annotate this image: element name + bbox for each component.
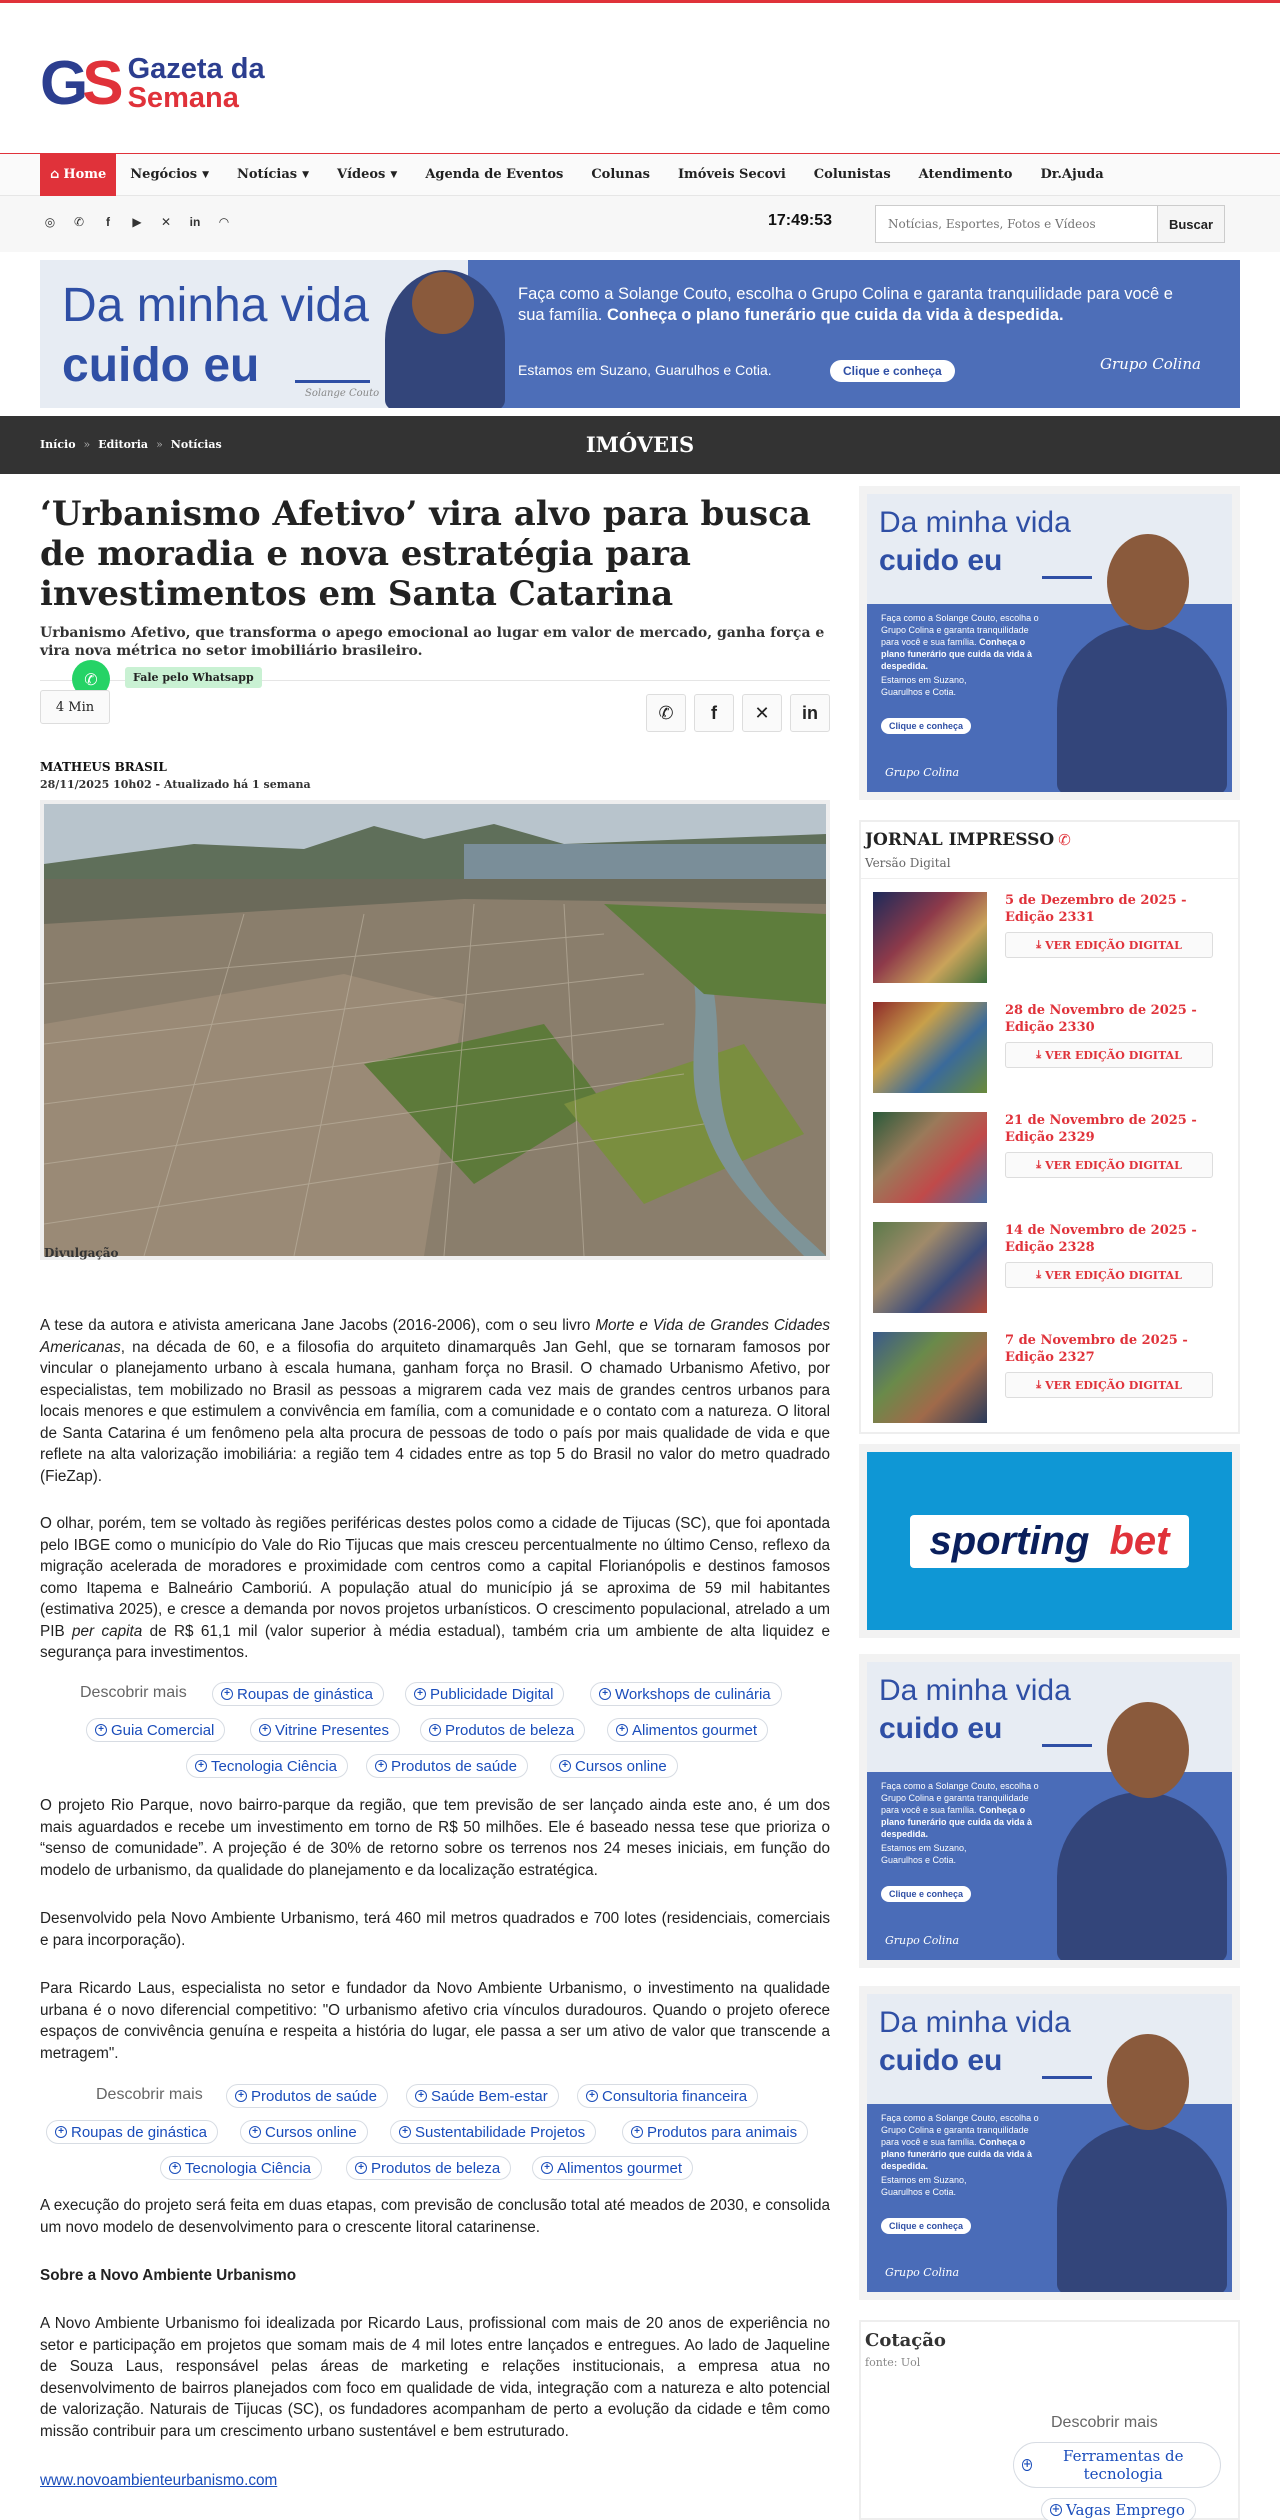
chip[interactable]: + Cursos online — [550, 1754, 678, 1778]
chip[interactable]: + Produtos de saúde — [226, 2084, 388, 2108]
whatsapp-label[interactable]: Fale pelo Whatsapp — [125, 667, 262, 688]
youtube-icon[interactable]: ▶ — [132, 215, 142, 229]
ad-headline1: Da minha vida — [879, 2006, 1071, 2039]
plus-circle-icon: + — [235, 2090, 247, 2102]
nav-drajuda[interactable]: Dr.Ajuda — [1040, 167, 1104, 182]
edition-title[interactable]: 14 de Novembro de 2025 - Edição 2328 — [1005, 1223, 1197, 1255]
main-nav — [0, 153, 1280, 196]
ad-headline1: Da minha vida — [62, 279, 369, 332]
x-icon[interactable]: ✕ — [160, 215, 172, 229]
sportingbet-logo: sporting bet — [910, 1515, 1190, 1568]
plus-circle-icon: + — [195, 1760, 207, 1772]
plus-circle-icon: + — [414, 1688, 426, 1700]
edition-title[interactable]: 7 de Novembro de 2025 - Edição 2327 — [1005, 1333, 1188, 1365]
plus-circle-icon: + — [631, 2126, 643, 2138]
chip[interactable]: + Workshops de culinária — [590, 1682, 782, 1706]
ad-cta-button[interactable]: Clique e conheça — [830, 360, 955, 382]
cotacao-source: fonte: Uol — [865, 2356, 921, 2369]
search-input[interactable] — [875, 205, 1158, 243]
ad-text: Faça como a Solange Couto, escolha o Grupo Colina e garanta tranquilidade para você e sua família. Conheça o plano funerário que cuida da vida à despedida. — [881, 1781, 1039, 1839]
chevron-right-icon: » — [83, 438, 91, 451]
publish-date: 28/11/2025 10h02 - Atualizado há 1 semana — [40, 778, 311, 791]
ad-brand: Grupo Colina — [885, 1934, 960, 1947]
chip[interactable]: + Sustentabilidade Projetos — [390, 2120, 596, 2144]
edition-item — [873, 1002, 1233, 1102]
edition-item — [873, 1222, 1233, 1322]
plus-circle-icon: + — [599, 1688, 611, 1700]
discover-more-2 — [40, 2082, 830, 2182]
chip[interactable]: + Guia Comercial — [86, 1718, 225, 1742]
ad-cta-button[interactable]: Clique e conheça — [881, 1886, 971, 1902]
plus-circle-icon: + — [95, 1724, 107, 1736]
download-icon: ⤓ — [1036, 1048, 1042, 1061]
about-heading: Sobre a Novo Ambiente Urbanismo — [40, 2267, 297, 2284]
ad-signature: Solange Couto — [305, 388, 380, 399]
jornal-title: JORNAL IMPRESSO ✆ — [865, 830, 1071, 850]
share-x-icon[interactable]: ✕ — [742, 694, 782, 732]
share-buttons — [646, 694, 830, 732]
edition-item — [873, 1332, 1233, 1432]
plus-circle-icon: + — [399, 2126, 411, 2138]
section-title: IMÓVEIS — [585, 432, 695, 457]
ad-brand: Grupo Colina — [1100, 355, 1201, 373]
plus-circle-icon: + — [616, 1724, 628, 1736]
paragraph-7: A Novo Ambiente Urbanismo foi idealizada por Ricardo Laus, profissional com mais de 20 anos de experiência no setor e participação em projetos que somam mais de 4 mil lotes entre lançados e entregues. Ao lado de Jaqueline de Souza Laus, responsável pelas áreas de marketing e relações institucionais, a empresa atua no desenvolvimento de bairros planejados com foco em qualidade de vida, integração com a natureza e alto potencial de valorização. Naturais de Tijucas (SC), os fundadores acompanham de perto a evolução da cidade e têm como missão contribuir para um crescimento urbano sustentável e bem estruturado. — [40, 2315, 830, 2440]
divider — [861, 878, 1238, 879]
plus-circle-icon: + — [55, 2126, 67, 2138]
view-edition-button[interactable]: ⤓ VER EDIÇÃO DIGITAL — [1005, 1042, 1213, 1068]
download-icon: ⤓ — [1036, 938, 1042, 951]
cotacao-widget — [859, 2320, 1240, 2520]
chevron-right-icon: » — [156, 438, 163, 451]
rss-icon[interactable]: ◠ — [218, 215, 230, 229]
nav-imoveis-secovi[interactable]: Imóveis Secovi — [677, 167, 786, 182]
chip[interactable]: + Ferramentas de tecnologia — [1013, 2442, 1221, 2488]
ad-headline2: cuido eu — [62, 339, 260, 392]
breadcrumb — [40, 438, 222, 451]
plus-circle-icon: + — [169, 2162, 181, 2174]
jornal-impresso — [859, 820, 1240, 1434]
chip[interactable]: + Tecnologia Ciência — [160, 2156, 322, 2180]
edition-title[interactable]: 28 de Novembro de 2025 - Edição 2330 — [1005, 1003, 1197, 1035]
plus-circle-icon: + — [375, 1760, 387, 1772]
chip[interactable]: + Produtos de beleza — [420, 1718, 585, 1742]
edition-item — [873, 1112, 1233, 1212]
download-icon: ⤓ — [1036, 1268, 1042, 1281]
facebook-icon[interactable]: f — [106, 215, 110, 229]
nav-home-label: Home — [63, 167, 107, 182]
breadcrumb-editoria[interactable]: Editoria — [98, 438, 149, 451]
nav-noticias[interactable]: Notícias ▼ — [236, 167, 309, 182]
ad-text: Faça como a Solange Couto, escolha o Grupo Colina e garanta tranquilidade para você e sua família. Conheça o plano funerário que cuida da vida à despedida. — [518, 285, 1173, 325]
chip[interactable]: + Alimentos gourmet — [607, 1718, 768, 1742]
logo-mark: GS — [40, 49, 118, 118]
ad-vertical-3[interactable] — [859, 1986, 1240, 2300]
nav-agenda[interactable]: Agenda de Eventos — [425, 167, 564, 182]
whatsapp-icon[interactable]: ✆ — [73, 215, 85, 229]
ad-text: Faça como a Solange Couto, escolha o Grupo Colina e garanta tranquilidade para você e sua família. Conheça o plano funerário que cuida da vida à despedida. — [881, 2113, 1039, 2171]
nav-videos[interactable]: Vídeos ▼ — [337, 167, 398, 182]
plus-circle-icon: + — [429, 1724, 441, 1736]
ad-brand: Grupo Colina — [885, 766, 960, 779]
edition-title[interactable]: 5 de Dezembro de 2025 - Edição 2331 — [1005, 893, 1187, 925]
ad-locations: Estamos em Suzano, Guarulhos e Cotia. — [881, 1843, 967, 1865]
plus-circle-icon: + — [221, 1688, 233, 1700]
download-icon: ⤓ — [1036, 1158, 1042, 1171]
share-whatsapp-icon[interactable]: ✆ — [646, 694, 686, 732]
ad-vertical-1[interactable] — [859, 486, 1240, 800]
whatsapp-float-icon[interactable]: ✆ — [72, 660, 110, 698]
chip[interactable]: + Cursos online — [240, 2120, 368, 2144]
nav-colunistas[interactable]: Colunistas — [813, 167, 891, 182]
home-icon: ⌂ — [50, 167, 60, 182]
nav-atendimento[interactable]: Atendimento — [918, 167, 1013, 182]
jornal-subtitle: Versão Digital — [865, 856, 951, 870]
social-links — [42, 214, 232, 230]
nav-colunas[interactable]: Colunas — [591, 167, 650, 182]
ad-underline — [295, 380, 370, 383]
plus-circle-icon: + — [559, 1760, 571, 1772]
ad-headline2: cuido eu — [879, 1712, 1003, 1745]
article-photo — [40, 800, 830, 1260]
discover-more-1 — [40, 1680, 830, 1780]
view-edition-button[interactable]: ⤓ VER EDIÇÃO DIGITAL — [1005, 1372, 1213, 1398]
edition-cover[interactable] — [873, 1222, 987, 1313]
ad-underline — [1042, 576, 1092, 579]
caret-down-icon: ▼ — [302, 169, 309, 180]
article-subtitle: Urbanismo Afetivo, que transforma o apego emocional ao lugar em valor de mercado, ganha força e vira nova métrica no setor imobiliário brasileiro. — [40, 625, 825, 659]
ad-cta-button[interactable]: Clique e conheça — [881, 2218, 971, 2234]
ad-locations: Estamos em Suzano, Guarulhos e Cotia. — [518, 362, 772, 378]
ad-locations: Estamos em Suzano, Guarulhos e Cotia. — [881, 675, 967, 697]
plus-circle-icon: + — [586, 2090, 598, 2102]
plus-circle-icon: + — [415, 2090, 427, 2102]
ad-underline — [1042, 1744, 1092, 1747]
article-header — [40, 494, 830, 1260]
article-title: ‘Urbanismo Afetivo’ vira alvo para busca de moradia e nova estratégia para investimentos em Santa Catarina — [40, 494, 811, 614]
ad-headline2: cuido eu — [879, 544, 1003, 577]
ad-woman-head — [1107, 1702, 1189, 1798]
ad-headline2: cuido eu — [879, 2044, 1003, 2077]
search-button[interactable]: Buscar — [1157, 205, 1225, 243]
ad-text: Faça como a Solange Couto, escolha o Grupo Colina e garanta tranquilidade para você e sua família. Conheça o plano funerário que cuida da vida à despedida. — [881, 613, 1039, 671]
chip[interactable]: + Produtos para animais — [622, 2120, 808, 2144]
caret-down-icon: ▼ — [202, 169, 209, 180]
phone-icon: ✆ — [1058, 831, 1071, 849]
paragraph-5: Para Ricardo Laus, especialista no setor e fundador da Novo Ambiente Urbanismo, o investimento na qualidade urbana é o novo diferencial competitivo: "O urbanismo afetivo cria vínculos duradouros. Quando o projeto oferece espaços de convivência genuína e respeita a história do lugar, ele passa a ser um ativo de valor que transcende a metragem". — [40, 1980, 830, 2062]
paragraph-4: Desenvolvido pela Novo Ambiente Urbanismo, terá 460 mil metros quadrados e 700 lotes (residenciais, comerciais e para incorporação). — [40, 1910, 830, 1949]
view-edition-button[interactable]: ⤓ VER EDIÇÃO DIGITAL — [1005, 1262, 1213, 1288]
ad-locations: Estamos em Suzano, Guarulhos e Cotia. — [881, 2175, 967, 2197]
logo-text — [128, 55, 265, 113]
plus-circle-icon: + — [249, 2126, 261, 2138]
paragraph-1: A tese da autora e ativista americana Jane Jacobs (2016-2006), com o seu livro Morte e Vida de Grandes Cidades Americanas, na década de 60, e a filosofia do arquiteto dinamarquês Jan Gehl, que se tornaram famosos por vincular o planejamento urbano à escala humana, ganham força no Brasil. O chamado Urbanismo Afetivo, por especialistas, tem mobilizado no Brasil as pessoas a migrarem cada vez mais de grandes centros urbanos para locais menores e que estimulem a convivência em família, com a comunidade e o contato com a natureza. O litoral de Santa Catarina é um fenômeno pela alta procura de pessoas de todo o país por mais qualidade de vida e que reflete na alta valorização imobiliária: a região tem 4 cidades entre as top 5 do Brasil no valor do metro quadrado (FieZap). — [40, 1317, 830, 1485]
edition-cover[interactable] — [873, 892, 987, 983]
breadcrumb-inicio[interactable]: Início — [40, 438, 76, 451]
aerial-city-image — [44, 804, 826, 1256]
share-facebook-icon[interactable]: f — [694, 694, 734, 732]
edition-cover[interactable] — [873, 1112, 987, 1203]
plus-circle-icon: + — [541, 2162, 553, 2174]
section-bar — [0, 416, 1280, 474]
nav-home[interactable] — [40, 153, 116, 196]
caret-down-icon: ▼ — [390, 169, 398, 180]
utility-bar — [0, 196, 1280, 252]
ad-woman-figure — [1057, 2124, 1227, 2294]
plus-circle-icon: + — [355, 2162, 367, 2174]
instagram-icon[interactable]: ◎ — [44, 215, 56, 229]
ad-woman-head — [1107, 534, 1189, 630]
chip[interactable]: + Vitrine Presentes — [250, 1718, 400, 1742]
paragraph-2: O olhar, porém, tem se voltado às regiões periféricas destes polos como a cidade de Tijucas (SC), que foi apontada pelo IBGE como o município do Vale do Rio Tijucas que mais cresceu percentualmente no último Censo, reflexo da migração acelerada de moradores e proximidade com centros como a capital Florianópolis e destinos famosos como Itapema e Balneário Camboriú. A população atual do município já se aproxima de 59 mil habitantes (estimativa 2025), e cresce a demanda por novos projetos urbanísticos. O crescimento populacional, atrelado a um PIB per capita de R$ 61,1 mil (valor superior à média estadual), também cria um ambiente de alta liquidez e segurança para investimentos. — [40, 1515, 830, 1661]
view-edition-button[interactable]: ⤓ VER EDIÇÃO DIGITAL — [1005, 932, 1213, 958]
edition-item — [873, 892, 1233, 992]
download-icon: ⤓ — [1036, 1378, 1042, 1391]
ad-brand: Grupo Colina — [885, 2266, 960, 2279]
view-edition-button[interactable]: ⤓ VER EDIÇÃO DIGITAL — [1005, 1152, 1213, 1178]
external-link[interactable]: www.novoambienteurbanismo.com — [40, 2472, 278, 2489]
chip[interactable]: + Consultoria financeira — [577, 2084, 758, 2108]
chip[interactable]: + Produtos de beleza — [346, 2156, 511, 2180]
header — [0, 3, 1280, 153]
ad-sportingbet[interactable] — [859, 1444, 1240, 1638]
chip[interactable]: + Vagas Emprego — [1041, 2498, 1196, 2520]
cotacao-title: Cotação — [865, 2330, 946, 2351]
edition-cover[interactable] — [873, 1002, 987, 1093]
ad-woman-head — [1107, 2034, 1189, 2130]
ad-vertical-2[interactable] — [859, 1654, 1240, 1968]
discover-label: Descobrir mais — [96, 2086, 203, 2103]
edition-cover[interactable] — [873, 1332, 987, 1423]
ad-headline1: Da minha vida — [879, 1674, 1071, 1707]
photo-caption: Divulgação — [44, 1246, 119, 1260]
share-linkedin-icon[interactable]: in — [790, 694, 830, 732]
ad-woman-figure — [1057, 624, 1227, 794]
ad-banner-top[interactable] — [40, 260, 1240, 408]
logo-line1: Gazeta da — [127, 53, 265, 85]
ad-underline — [1042, 2076, 1092, 2079]
paragraph-3: O projeto Rio Parque, novo bairro-parque da região, que tem previsão de ser lançado ainda este ano, é um dos mais aguardados e recebe um investimento em torno de R$ 50 milhões. Ele é baseado nessa tese que prioriza o “senso de comunidade”. A projeção é de 30% de retorno sobre os terrenos nos 24 meses iniciais, em função do modelo de urbanismo, da qualidade do planejamento e da localização estratégica. — [40, 1797, 830, 1879]
logo-line2: Semana — [127, 82, 239, 114]
ad-woman-figure — [1057, 1792, 1227, 1962]
paragraph-6: A execução do projeto será feita em duas etapas, com previsão de conclusão total até meados de 2030, e consolida um novo modelo de desenvolvimento para o crescente litoral catarinense. — [40, 2197, 830, 2236]
ad-headline1: Da minha vida — [879, 506, 1071, 539]
ad-woman-head — [412, 272, 474, 334]
discover-label: Descobrir mais — [1051, 2414, 1158, 2431]
edition-title[interactable]: 21 de Novembro de 2025 - Edição 2329 — [1005, 1113, 1197, 1145]
linkedin-icon[interactable]: in — [189, 215, 201, 229]
ad-cta-button[interactable]: Clique e conheça — [881, 718, 971, 734]
chip[interactable]: + Alimentos gourmet — [532, 2156, 693, 2180]
breadcrumb-noticias[interactable]: Notícias — [170, 438, 222, 451]
plus-circle-icon: + — [1051, 2504, 1061, 2515]
clock: 17:49:53 — [768, 212, 833, 229]
chip[interactable]: + Publicidade Digital — [405, 1682, 564, 1706]
plus-circle-icon: + — [1023, 2459, 1032, 2470]
read-time: 4 Min — [40, 690, 110, 724]
plus-circle-icon: + — [259, 1724, 271, 1736]
chip[interactable]: + Roupas de ginástica — [46, 2120, 218, 2144]
chip[interactable]: + Produtos de saúde — [366, 1754, 528, 1778]
nav-negocios[interactable]: Negócios ▼ — [130, 167, 209, 182]
site-logo[interactable] — [40, 49, 265, 118]
chip[interactable]: + Tecnologia Ciência — [186, 1754, 348, 1778]
chip[interactable]: + Roupas de ginástica — [212, 1682, 384, 1706]
author-name[interactable]: MATHEUS BRASIL — [40, 760, 167, 774]
chip[interactable]: + Saúde Bem-estar — [406, 2084, 559, 2108]
discover-label: Descobrir mais — [80, 1684, 187, 1701]
